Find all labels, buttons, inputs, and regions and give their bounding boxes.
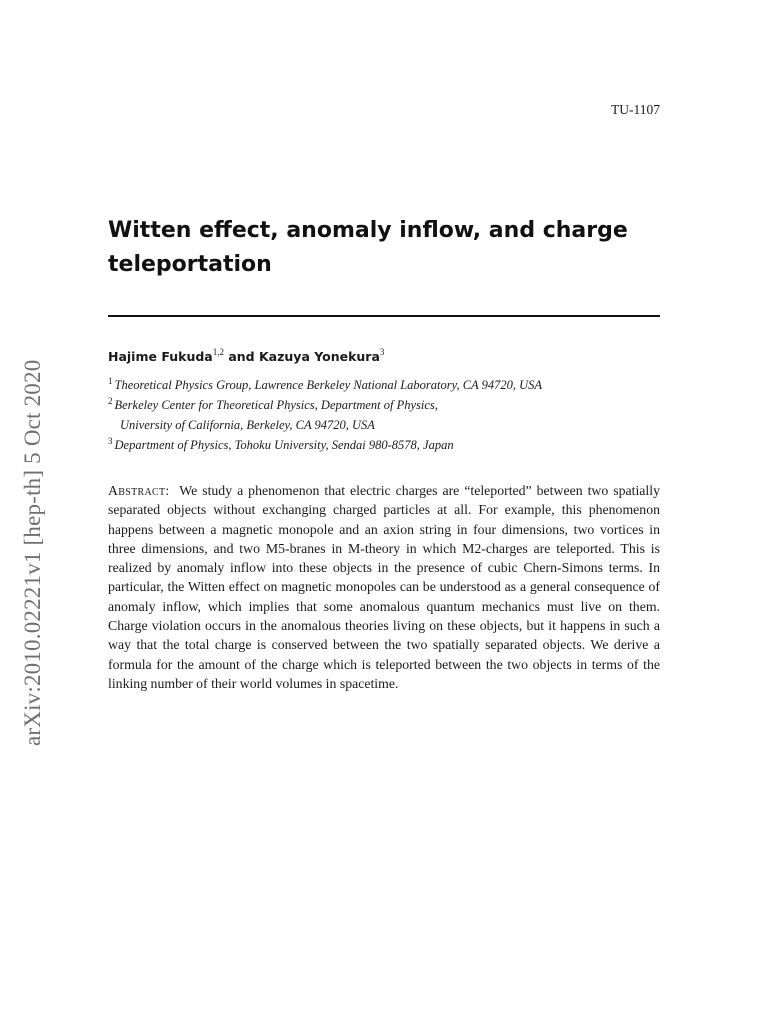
affiliation-mark: 2 <box>108 396 113 406</box>
author-name: Hajime Fukuda <box>108 349 213 364</box>
affiliation-item <box>108 435 668 455</box>
author-connector: and <box>228 349 255 364</box>
affiliation-text: Department of Physics, Tohoku University, Sendai 980-8578, Japan <box>114 438 454 452</box>
arxiv-stamp: arXiv:2010.02221v1 [hep-th] 5 Oct 2020 <box>20 359 45 746</box>
report-number: TU-1107 <box>611 102 660 117</box>
author-affiliation-mark: 1,2 <box>212 347 224 357</box>
author-name: Kazuya Yonekura <box>259 349 380 364</box>
affiliation-mark: 3 <box>108 436 113 446</box>
abstract-text: We study a phenomenon that electric charges are “teleported” between two spatially separated objects without exchanging charged particles at all. For example, this phenomenon happens between a magnetic monopole and an axion string in four dimensions, two vortices in three dimensions, and two M5-branes in M-theory in which M2-charges are teleported. This is realized by anomaly inflow into these objects in the presence of cubic Chern-Simons terms. In particular, the Witten effect on magnetic monopoles can be understood as a general consequence of anomaly inflow, which implies that some anomalous quantum mechanics must live on them. Charge violation occurs in the anomalous theories living on these objects, but it happens in such a way that the total charge is conserved between the two spatially separated objects. We derive a formula for the amount of the charge which is teleported between the two objects in terms of the linking number of their world volumes in spacetime. <box>108 483 660 691</box>
affiliation-mark: 1 <box>108 376 113 386</box>
affiliation-item <box>108 375 668 395</box>
abstract <box>108 481 660 693</box>
author-list <box>108 348 384 366</box>
title-rule <box>108 315 660 317</box>
affiliation-continuation: University of California, Berkeley, CA 94720, USA <box>120 418 375 432</box>
paper-title: Witten effect, anomaly inflow, and charge teleportation <box>108 218 628 277</box>
abstract-label: Abstract: <box>108 483 170 498</box>
author-affiliation-mark: 3 <box>379 347 385 357</box>
affiliation-text: Theoretical Physics Group, Lawrence Berkeley National Laboratory, CA 94720, USA <box>114 378 543 392</box>
affiliation-item <box>108 395 668 415</box>
affiliation-list <box>108 375 668 455</box>
affiliation-text: Berkeley Center for Theoretical Physics, Department of Physics, <box>114 398 438 412</box>
